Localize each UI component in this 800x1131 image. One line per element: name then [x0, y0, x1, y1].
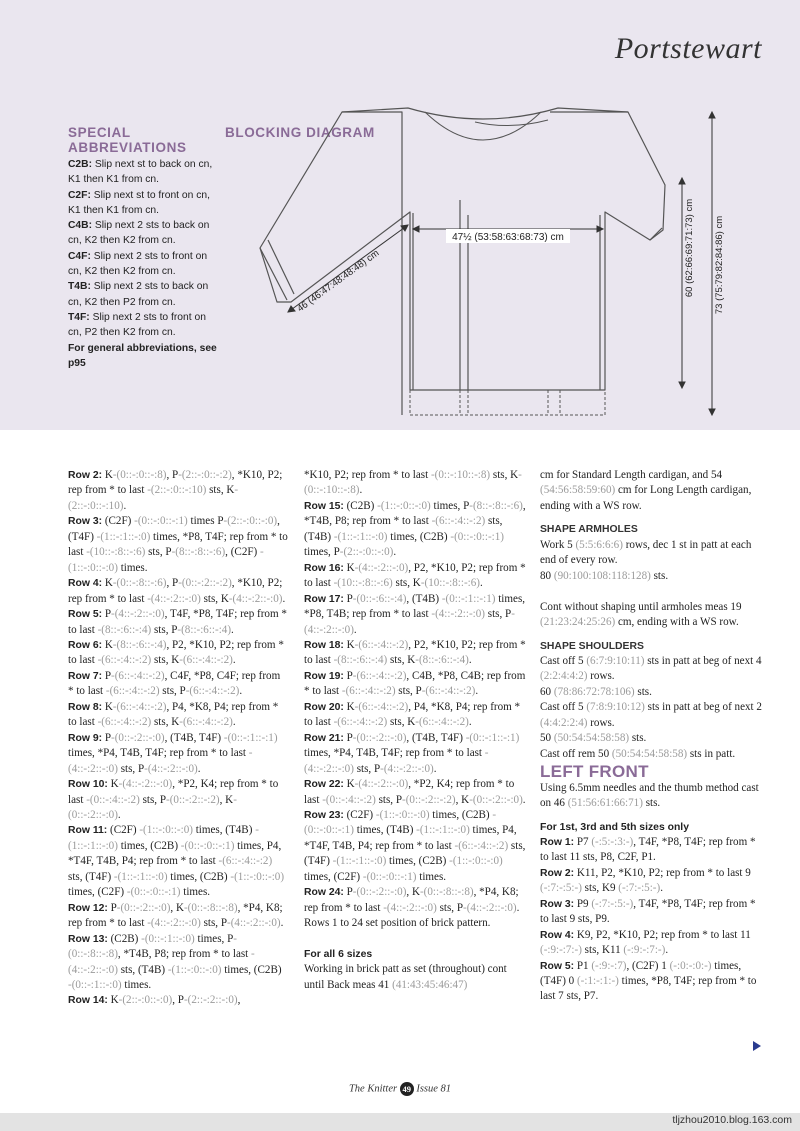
- pattern-row: For 1st, 3rd and 5th sizes only: [540, 821, 689, 833]
- pattern-row: Row 2: K11, P2, *K10, P2; rep from * to last 9 (-:7:-:5:-) sts, K9 (-:7:-:5:-).: [540, 866, 751, 895]
- pattern-row: Row 20: K-(6::-:4::-:2), P4, *K8, P4; rep from * to last -(6::-:4::-:2) sts, K-(6::-:4::-:2).: [304, 700, 521, 729]
- piece-heading: LEFT FRONT: [540, 762, 649, 782]
- pattern-row: Row 10: K-(4::-:2::-:0), *P2, K4; rep from * to last -(0::-:4::-:2) sts, P-(0::-:2::-:2), K-(0::-:2::-:0).: [68, 778, 279, 821]
- pattern-row: Cast off 5 (7:8:9:10:12) sts in patt at beg of next 2 (4:4:2:2:4) rows.: [540, 701, 762, 729]
- pattern-row: Cast off rem 50 (50:54:54:58:58) sts in patt.: [540, 747, 736, 760]
- pattern-row: Row 14: K-(2::-:0::-:0), P-(2::-:2::-:0),: [68, 994, 241, 1007]
- pattern-row: Row 17: P-(0::-:6::-:4), (T4B) -(0::-:1::-:1) times, *P8, T4B; rep from * to last -(4::-:2::-:0) sts, P-(4::-:2::-:0).: [304, 592, 526, 636]
- blocking-diagram-heading: BLOCKING DIAGRAM: [225, 125, 375, 140]
- pattern-row: Row 13: (C2B) -(0::-:1::-:0) times, P-(0::-:8::-:8), *T4B, P8; rep from * to last -(4::-:2::-:0) sts, (T4B) -(1::-:0::-:0) times, (C2B) -(0::-:1::-:0) times.: [68, 932, 282, 991]
- section-heading: SHAPE SHOULDERS: [540, 640, 644, 652]
- pattern-row: Row 24: P-(0::-:2::-:0), K-(0::-:8::-:8), *P4, K8; rep from * to last -(4::-:2::-:0) sts, P-(4::-:2::-:0).: [304, 886, 520, 914]
- page-title: Portstewart: [614, 32, 762, 65]
- pattern-row: 60 (78:86:72:78:106) sts.: [540, 685, 652, 698]
- pattern-column-3: [540, 468, 762, 1005]
- pattern-row: Row 18: K-(6::-:4::-:2), P2, *K10, P2; rep from * to last -(8::-:6::-:4) sts, K-(8::-:6::-:4).: [304, 638, 526, 667]
- page-footer: [0, 1082, 800, 1096]
- pattern-row: Row 16: K-(4::-:2::-:0), P2, *K10, P2; rep from * to last -(10::-:8::-:6) sts, K-(10::-:8::-:6).: [304, 561, 526, 590]
- pattern-row: Row 3: P9 (-:7:-:5:-), T4F, *P8, T4F; rep from * to last 9 sts, P9.: [540, 897, 756, 926]
- pattern-row: Rows 1 to 24 set position of brick pattern.: [304, 917, 491, 930]
- pattern-row: cm for Standard Length cardigan, and 54 (54:56:58:59:60) cm for Long Length cardigan, ending with a WS row.: [540, 469, 752, 512]
- pattern-row: Row 15: (C2B) -(1::-:0::-:0) times, P-(8::-:8::-:6), *T4B, P8; rep from * to last -(6::-:4::-:2) sts, (T4B) -(1::-:1::-:0) times, (C2B) -(0::-:0::-:1) times, P-(2::-:0::-:0).: [304, 499, 526, 559]
- issue-number: Issue 81: [416, 1083, 452, 1095]
- pattern-row: 50 (50:54:54:58:58) sts.: [540, 732, 647, 745]
- abbreviation-item: C2F: Slip next st to front on cn, K1 then K1 from cn.: [68, 189, 210, 216]
- abbreviation-item: T4B: Slip next 2 sts to back on cn, K2 then P2 from cn.: [68, 281, 209, 308]
- pattern-row: Row 2: K-(0::-:0::-:8), P-(2::-:0::-:2), *K10, P2; rep from * to last -(2::-:0::-:10) sts, K-(2::-:0::-:10).: [68, 469, 283, 512]
- pattern-row: Cont without shaping until armholes meas 19 (21:23:24:25:26) cm, ending with a WS row.: [540, 600, 742, 629]
- blocking-diagram: [0, 0, 800, 430]
- abbreviation-item: C4B: Slip next 2 sts to back on cn, K2 then K2 from cn.: [68, 220, 210, 247]
- left-front-band: [342, 112, 402, 415]
- pattern-row: Row 4: K-(0::-:8::-:6), P-(0::-:2::-:2), *K10, P2; rep from * to last -(4::-:2::-:0) sts, K-(4::-:2::-:0).: [68, 577, 286, 605]
- long-length-measurement: 73 (75:79:82:84:86) cm: [714, 215, 725, 315]
- pattern-row: Row 7: P-(6::-:4::-:2), C4F, *P8, C4F; rep from * to last -(6::-:4::-:2) sts, P-(6::-:4::-:2).: [68, 669, 281, 698]
- neck-back: [475, 120, 548, 126]
- abbreviation-item: C4F: Slip next 2 sts to front on cn, K2 then K2 from cn.: [68, 250, 208, 278]
- pattern-row: Row 12: P-(0::-:2::-:0), K-(0::-:8::-:8), *P4, K8; rep from * to last -(4::-:2::-:0) sts, P-(4::-:2::-:0).: [68, 901, 284, 930]
- section-heading: SHAPE ARMHOLES: [540, 524, 638, 536]
- cardigan-outline: [260, 108, 665, 390]
- pattern-row: Row 4: K9, P2, *K10, P2; rep from * to last 11 (-:9:-:7:-) sts, K11 (-:9:-:7:-).: [540, 928, 751, 957]
- page-number: 49: [400, 1082, 414, 1096]
- continue-arrow-icon: [753, 1041, 761, 1051]
- pattern-row: Cast off 5 (6:7:9:10:11) sts in patt at beg of next 4 (2:2:4:4:2) rows.: [540, 654, 762, 683]
- chest-measurement: 47½ (53:58:63:68:73) cm: [452, 232, 564, 243]
- pattern-row: For all 6 sizes: [304, 949, 373, 961]
- pattern-row: Row 11: (C2F) -(1::-:0::-:0) times, (T4B) -(1::-:1::-:0) times, (C2B) -(0::-:0::-:1) times, P4, *T4F, T4B, P4; rep from * to last -(6::-:4::-:2) sts, (T4F) -(1::-:1::-:0) times, (C2B) -(1::-:0::-:0) times, (C2F) -(0::-:0::-:1) times.: [68, 824, 285, 899]
- pattern-row: Row 19: P-(6::-:4::-:2), C4B, *P8, C4B; rep from * to last -(6::-:4::-:2) sts, P-(6::-:4::-:2).: [304, 669, 526, 698]
- magazine-name: The Knitter: [348, 1083, 398, 1095]
- general-abbreviations-note: For general abbreviations, see p95: [68, 342, 217, 369]
- pattern-row: Row 3: (C2F) -(0::-:0::-:1) times P-(2::-:0::-:0), (T4F) -(1::-:1::-:0) times, *P8, T4F; rep from * to last -(10::-:8::-:6) sts, P-(8::-:8::-:6), (C2F) -(1::-:0::-:0) times.: [68, 515, 288, 574]
- body-length-measurement: 60 (62:66:69:71:73) cm: [684, 198, 695, 298]
- pattern-row: Row 5: P-(4::-:2::-:0), T4F, *P8, T4F; rep from * to last -(8::-:6::-:4) sts, P-(8::-:6::-:4).: [68, 608, 287, 636]
- pattern-row: Row 21: P-(0::-:2::-:0), (T4B, T4F) -(0::-:1::-:1) times, *P4, T4B, T4F; rep from * to last -(4::-:2::-:0) sts, P-(4::-:2::-:0).: [304, 731, 520, 775]
- pattern-row: Row 5: P1 (-:9:-:7), (C2F) 1 (-:0:-:0:-) times, (T4F) 0 (-:1:-:1:-) times, *P8, T4F; rep from * to last 7 sts, P7.: [540, 959, 757, 1003]
- pattern-row: Row 9: P-(0::-:2::-:0), (T4B, T4F) -(0::-:1::-:1) times, *P4, T4B, T4F; rep from * to last -(4::-:2::-:0) sts, P-(4::-:2::-:0).: [68, 731, 278, 775]
- abbreviation-item: C2B: Slip next st to back on cn, K1 then K1 from cn.: [68, 159, 213, 186]
- pattern-row: 80 (90:100:108:118:128) sts.: [540, 569, 669, 582]
- pattern-row: Row 6: K-(8::-:6::-:4), P2, *K10, P2; rep from * to last -(6::-:4::-:2) sts, K-(6::-:4::-:2).: [68, 638, 284, 667]
- pattern-row: Working in brick patt as set (throughout) cont until Back meas 41 (41:43:45:46:47): [304, 963, 507, 991]
- pattern-row: Row 23: (C2F) -(1::-:0::-:0) times, (C2B) -(0::-:0::-:1) times, (T4B) -(1::-:1::-:0) times, P4, *T4F, T4B, P4; rep from * to last -(6::-:4::-:2) sts, (T4F) -(1::-:1::-:0) times, (C2B) -(1::-:0::-:0) times, (C2F) -(0::-:0::-:1) times.: [304, 808, 526, 883]
- right-cuff: [650, 228, 662, 240]
- watermark: tljzhou2010.blog.163.com: [672, 1114, 792, 1126]
- pattern-row: Row 1: P7 (-:5:-:3:-), T4F, *P8, T4F; rep from * to last 11 sts, P8, C2F, P1.: [540, 835, 756, 864]
- pattern-column-1: [68, 468, 288, 1009]
- abbreviations-heading: SPECIAL ABBREVIATIONS: [68, 125, 187, 155]
- pattern-row: Row 22: K-(4::-:2::-:0), *P2, K4; rep from * to last -(0::-:4::-:2) sts, P-(0::-:2::-:2), K-(0::-:2::-:0).: [304, 778, 526, 806]
- pattern-column-2: [304, 468, 526, 993]
- pattern-row: *K10, P2; rep from * to last -(0::-:10::-:8) sts, K-(0::-:10::-:8).: [304, 469, 522, 497]
- pattern-row: Using 6.5mm needles and the thumb method cast on 46 (51:56:61:66:71) sts.: [540, 781, 759, 810]
- sleeve-measurement: 46 (46:47:48:48:48) cm: [295, 247, 382, 315]
- abbreviation-item: T4F: Slip next 2 sts to front on cn, P2 then K2 from cn.: [68, 311, 206, 339]
- pattern-row: Work 5 (5:5:6:6:6) rows, dec 1 st in patt at each end of every row.: [540, 538, 752, 567]
- pattern-row: Row 8: K-(6::-:4::-:2), P4, *K8, P4; rep from * to last -(6::-:4::-:2) sts, K-(6::-:4::-:2).: [68, 700, 279, 729]
- long-length-extension: [410, 390, 605, 415]
